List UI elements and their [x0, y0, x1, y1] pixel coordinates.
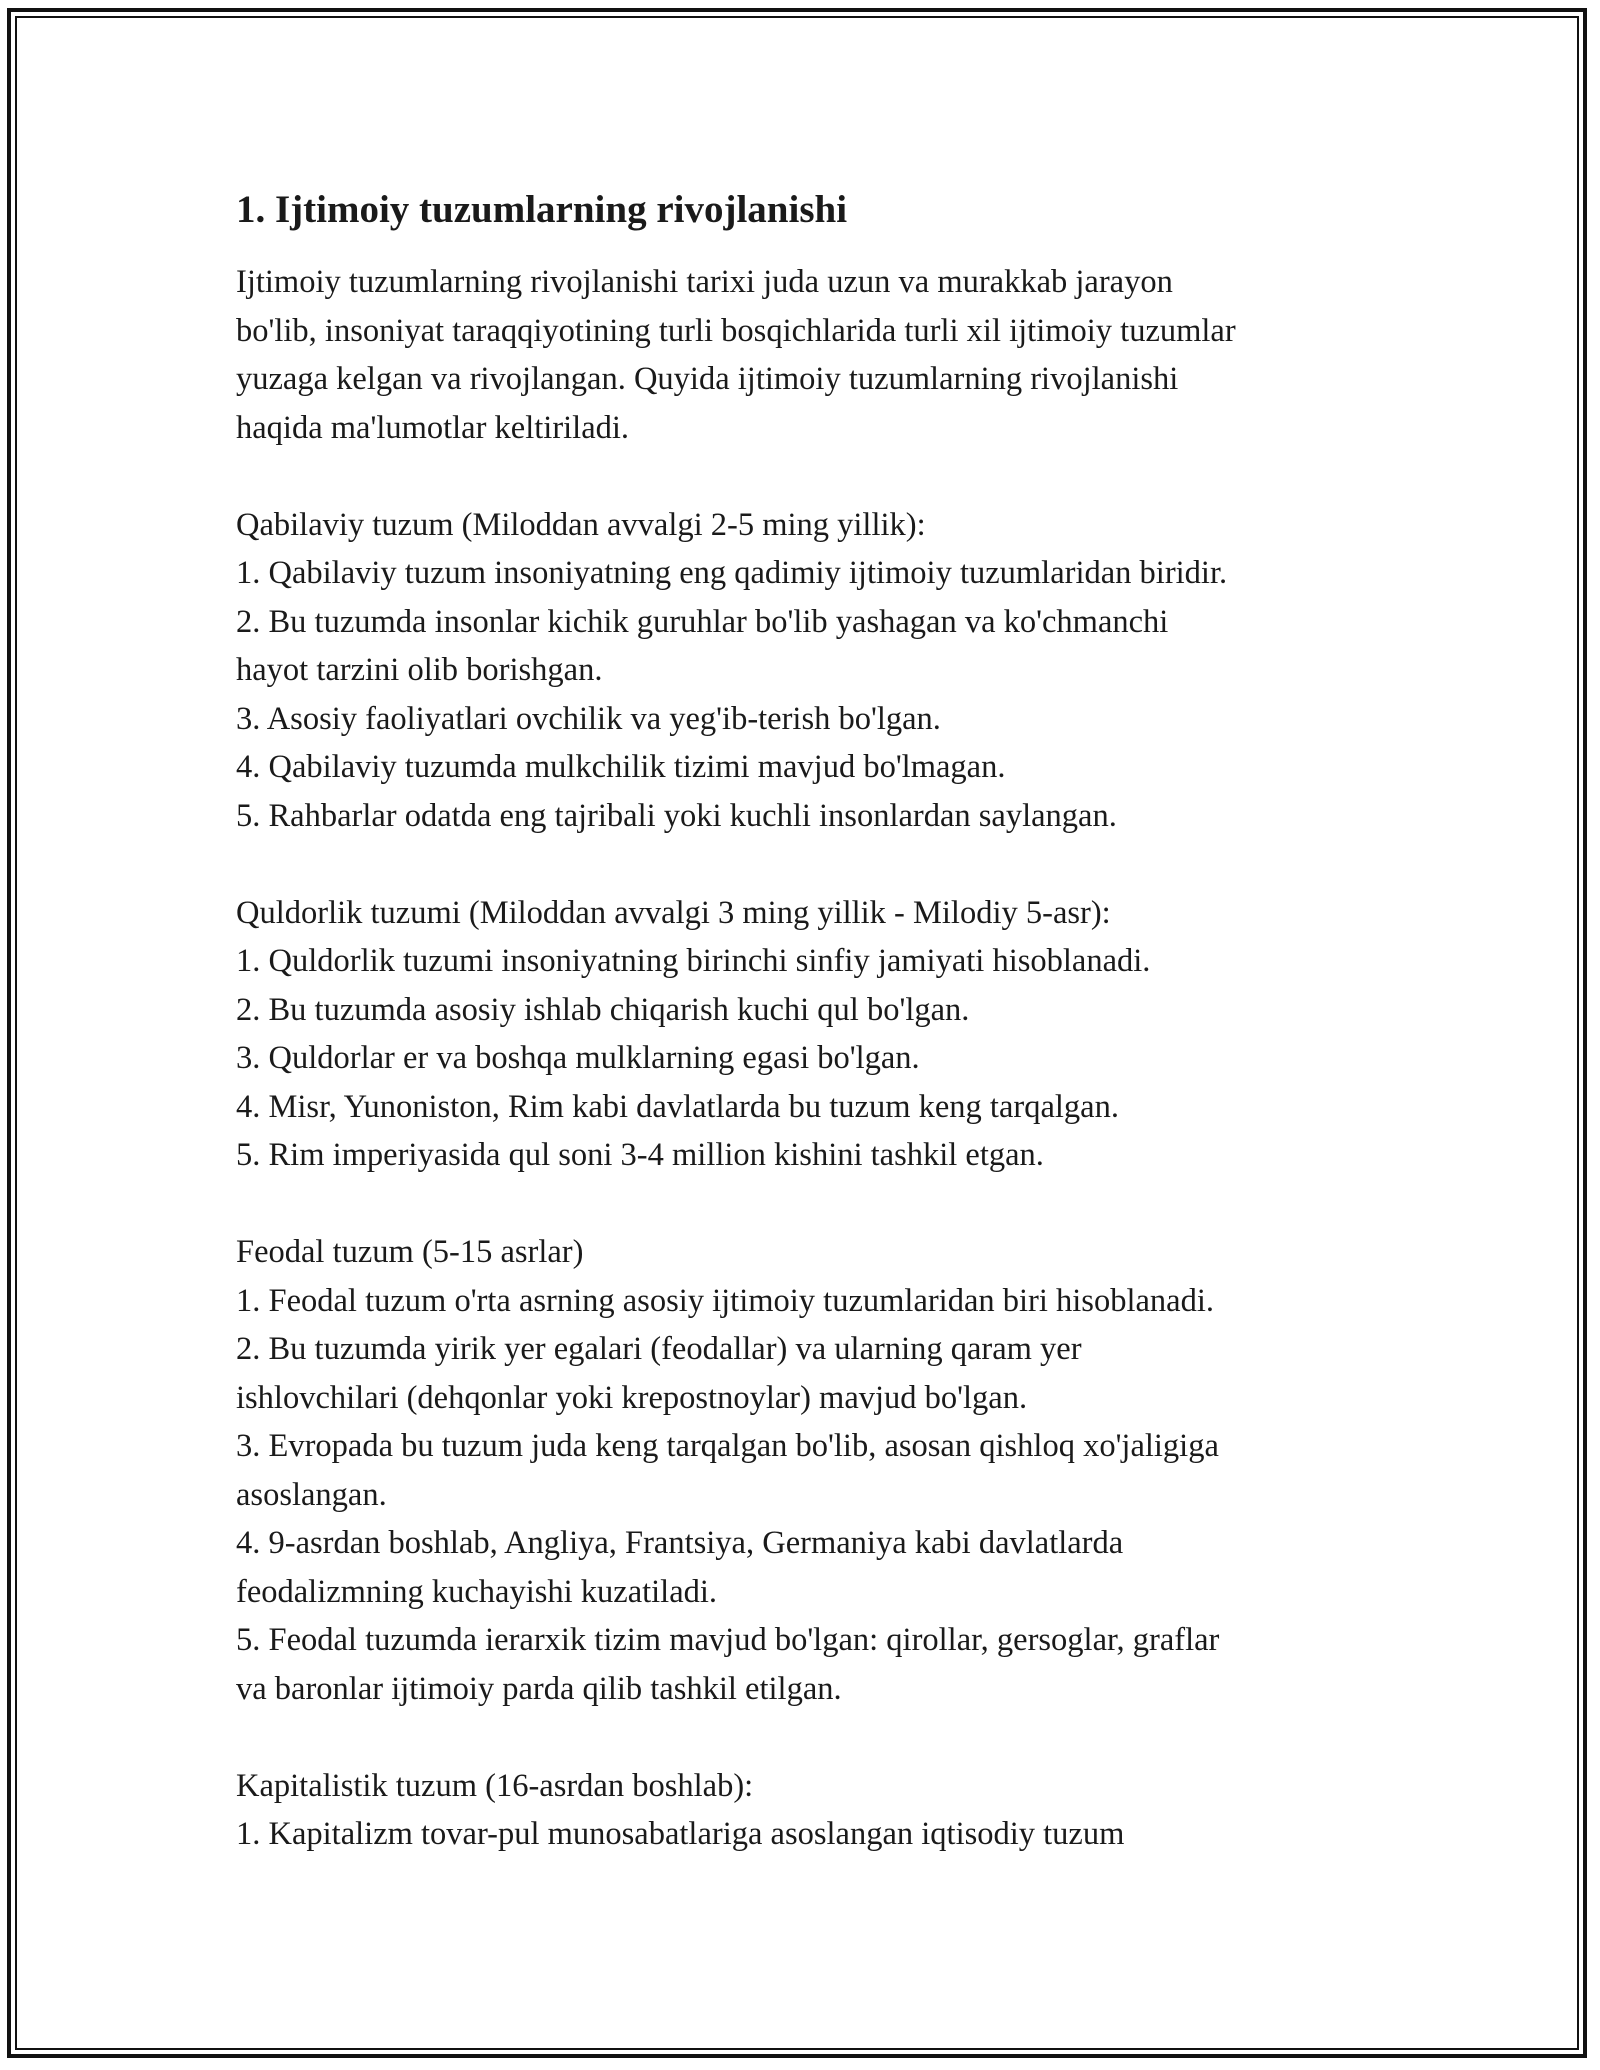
list-item-continuation: feodalizmning kuchayishi kuzatiladi.	[236, 1573, 718, 1610]
list-item-continuation: hayot tarzini olib borishgan.	[236, 652, 603, 688]
text-line: bo'lib, insoniyat taraqqiyotining turli bosqichlarida turli xil ijtimoiy tuzumlar	[236, 312, 1236, 349]
section-slavery-system	[236, 889, 1376, 1180]
section-heading: Kapitalistik tuzum (16-asrdan boshlab):	[236, 1767, 754, 1804]
list-item: 4. Qabilaviy tuzumda mulkchilik tizimi mavjud bo'lmagan.	[236, 749, 1006, 785]
paragraph-spacer	[236, 1713, 1376, 1762]
list-item: 3. Evropada bu tuzum juda keng tarqalgan bo'lib, asosan qishloq xo'jaligiga	[236, 1428, 1219, 1464]
list-item: 4. 9-asrdan boshlab, Angliya, Frantsiya, Germaniya kabi davlatlarda	[236, 1525, 1124, 1561]
document-body	[236, 186, 1376, 1859]
list-item-continuation: va baronlar ijtimoiy parda qilib tashkil etilgan.	[236, 1670, 842, 1707]
list-item: 1. Qabilaviy tuzum insoniyatning eng qadimiy ijtimoiy tuzumlaridan biridir.	[236, 555, 1228, 591]
list-item: 3. Quldorlar er va boshqa mulklarning egasi bo'lgan.	[236, 1040, 920, 1076]
section-heading: Quldorlik tuzumi (Miloddan avvalgi 3 ming yillik - Milodiy 5-asr):	[236, 894, 1111, 931]
list-item: 3. Asosiy faoliyatlari ovchilik va yeg'ib-terish bo'lgan.	[236, 700, 941, 737]
text-line: yuzaga kelgan va rivojlangan. Quyida ijtimoiy tuzumlarning rivojlanishi	[236, 361, 1179, 397]
list-item: 2. Bu tuzumda asosiy ishlab chiqarish kuchi qul bo'lgan.	[236, 991, 970, 1028]
page-title: 1. Ijtimoiy tuzumlarning rivojlanishi	[236, 188, 848, 231]
paragraph-spacer	[236, 452, 1376, 501]
list-item-continuation: asoslangan.	[236, 1476, 387, 1513]
list-item: 2. Bu tuzumda insonlar kichik guruhlar bo'lib yashagan va ko'chmanchi	[236, 603, 1169, 640]
text-line: Ijtimoiy tuzumlarning rivojlanishi tarixi juda uzun va murakkab jarayon	[236, 264, 1173, 300]
list-item: 4. Misr, Yunoniston, Rim kabi davlatlarda bu tuzum keng tarqalgan.	[236, 1088, 1119, 1125]
list-item: 1. Feodal tuzum o'rta asrning asosiy ijtimoiy tuzumlaridan biri hisoblanadi.	[236, 1282, 1214, 1319]
section-heading: Feodal tuzum (5-15 asrlar)	[236, 1234, 584, 1270]
list-item: 1. Kapitalizm tovar-pul munosabatlariga asoslangan iqtisodiy tuzum	[236, 1816, 1125, 1852]
paragraph-spacer	[236, 840, 1376, 889]
text-line: haqida ma'lumotlar keltiriladi.	[236, 409, 630, 446]
list-item: 5. Rahbarlar odatda eng tajribali yoki kuchli insonlardan saylangan.	[236, 797, 1117, 834]
list-item: 2. Bu tuzumda yirik yer egalari (feodallar) va ularning qaram yer	[236, 1331, 1082, 1367]
section-feudal-system	[236, 1228, 1376, 1713]
list-item-continuation: ishlovchilari (dehqonlar yoki krepostnoylar) mavjud bo'lgan.	[236, 1379, 1028, 1416]
section-heading: Qabilaviy tuzum (Miloddan avvalgi 2-5 ming yillik):	[236, 506, 926, 543]
section-capitalist-system	[236, 1762, 1376, 1859]
intro-paragraph	[236, 258, 1376, 452]
list-item: 5. Feodal tuzumda ierarxik tizim mavjud bo'lgan: qirollar, gersoglar, graflar	[236, 1622, 1220, 1658]
section-tribal-system	[236, 501, 1376, 841]
paragraph-spacer	[236, 1180, 1376, 1229]
list-item: 5. Rim imperiyasida qul soni 3-4 million kishini tashkil etgan.	[236, 1137, 1044, 1173]
list-item: 1. Quldorlik tuzumi insoniyatning birinchi sinfiy jamiyati hisoblanadi.	[236, 943, 1151, 979]
